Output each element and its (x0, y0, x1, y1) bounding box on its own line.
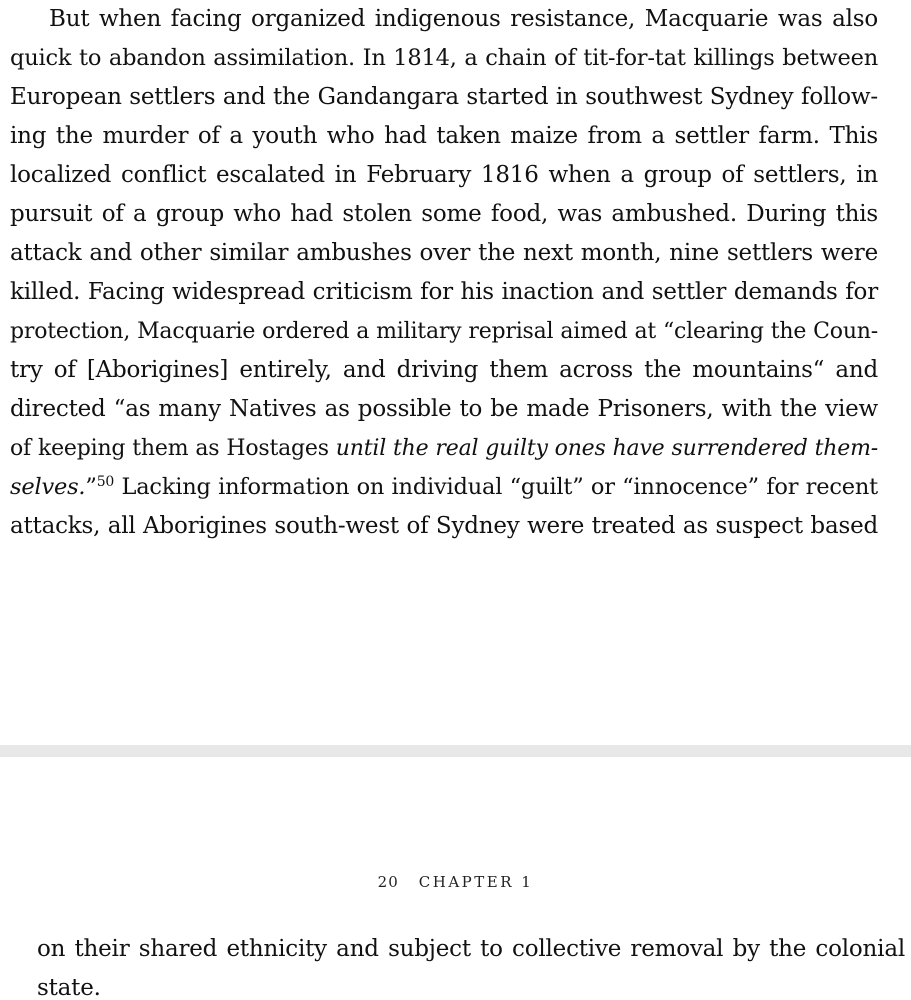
text-span: of keeping them as Hostages (10, 436, 329, 461)
text-line: on their shared ethnicity and subject to collective removal by the colonial (37, 936, 905, 962)
running-head (0, 873, 911, 891)
footnote-reference[interactable]: 50 (96, 474, 115, 490)
text-line: ing the murder of a youth who had taken maize from a settler farm. This (10, 123, 878, 149)
page-number: 20 (377, 873, 399, 891)
text-line (10, 429, 878, 468)
text-line: quick to abandon assimilation. In 1814, a chain of tit-for-tat killings between (10, 45, 878, 71)
page-separator (0, 745, 911, 757)
chapter-title: CHAPTER 1 (418, 873, 534, 891)
text-line: localized conflict escalated in February 1816 when a group of settlers, in (10, 162, 878, 188)
closing-quote: ” (85, 474, 97, 500)
text-line: attacks, all Aborigines south-west of Sydney were treated as suspect based (10, 513, 878, 539)
text-line: directed “as many Natives as possible to be made Prisoners, with the view (10, 396, 878, 422)
text-line: killed. Facing widespread criticism for his inaction and settler demands for (10, 279, 878, 305)
text-span: Lacking information on individual “guilt” or “innocence” for recent (114, 474, 878, 500)
text-line: pursuit of a group who had stolen some food, was ambushed. During this (10, 201, 878, 227)
text-line: state. (37, 975, 101, 1000)
text-line: try of [Aborigines] entirely, and driving them across the mountains“ and (10, 357, 878, 383)
text-line: European settlers and the Gandangara started in southwest Sydney follow- (10, 84, 878, 110)
italic-quote: selves. (10, 474, 86, 500)
text-line: protection, Macquarie ordered a military reprisal aimed at “clearing the Coun- (10, 319, 878, 344)
text-line (10, 468, 878, 507)
text-line: attack and other similar ambushes over the next month, nine settlers were (10, 240, 878, 266)
italic-quote: until the real guilty ones have surrendered them- (335, 436, 878, 461)
text-line: But when facing organized indigenous resistance, Macquarie was also (49, 6, 878, 32)
